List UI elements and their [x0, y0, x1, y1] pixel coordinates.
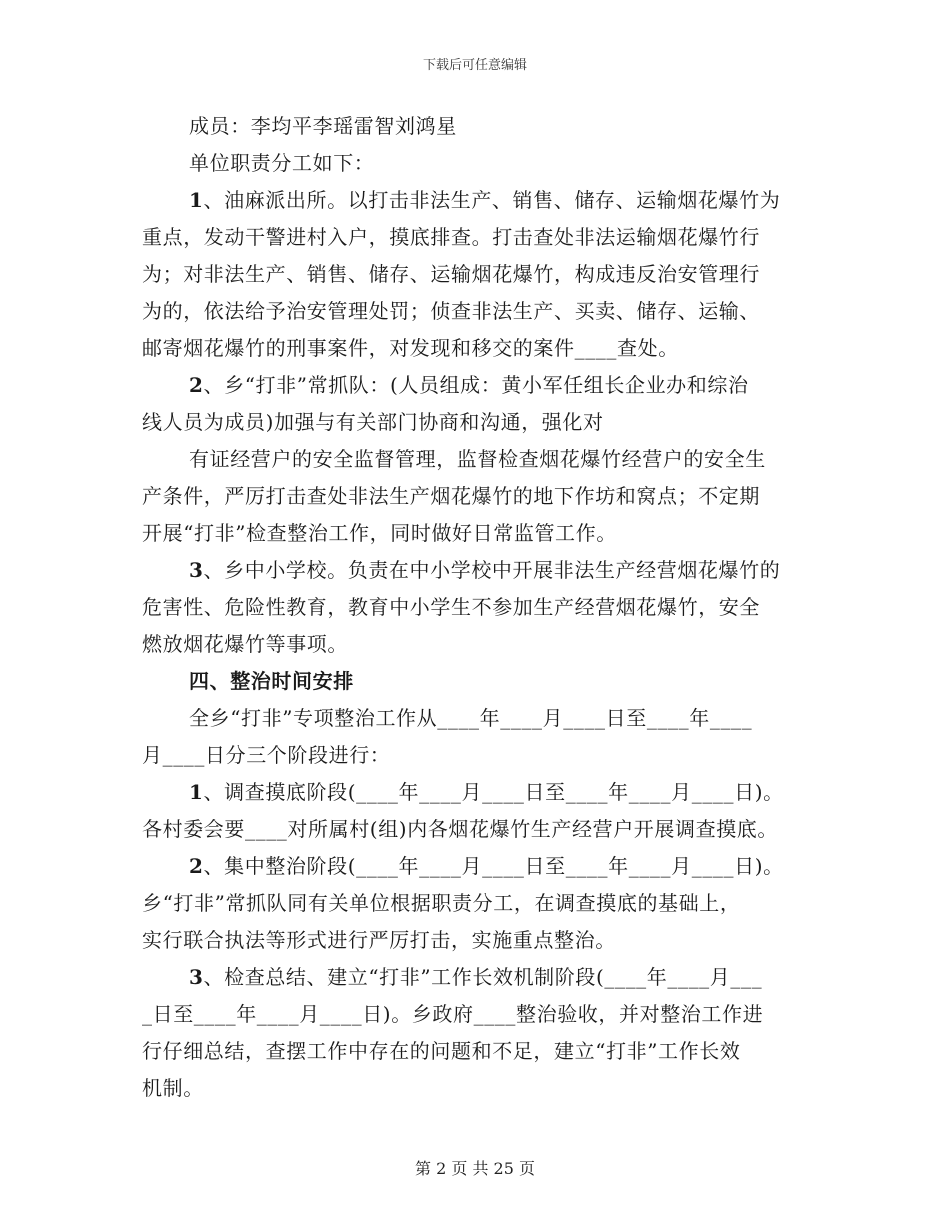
paragraph-line: 开展“打非”检查整治工作，同时做好日常监管工作。	[142, 521, 617, 545]
section-heading: 四、整治时间安排	[189, 669, 354, 693]
item-number: 2	[189, 373, 204, 397]
paragraph-line: 产条件，严厉打击查处非法生产烟花爆竹的地下作坊和窝点；不定期	[142, 484, 760, 508]
paragraph-line: 线人员为成员)加强与有关部门协商和沟通，强化对	[142, 410, 604, 434]
paragraph-line: 乡“打非”常抓队同有关单位根据职责分工，在调查摸底的基础上，	[142, 891, 741, 915]
page-footer: 第 2 页 共 25 页	[415, 1159, 535, 1178]
item-number: 3	[189, 965, 204, 989]
item-text: 、油麻派出所。以打击非法生产、销售、储存、运输烟花爆竹为	[203, 188, 781, 212]
phase-2-line	[142, 848, 808, 885]
paragraph-line: 危害性、危险性教育，教育中小学生不参加生产经营烟花爆竹，安全	[142, 595, 760, 619]
document-body	[142, 108, 808, 1107]
duty-item-2-line	[142, 367, 808, 404]
duty-intro-line: 单位职责分工如下：	[189, 151, 375, 175]
page-header: 下载后可任意编辑	[422, 58, 527, 73]
item-number: 2	[189, 854, 204, 878]
paragraph-line: 重点，发动干警进村入户，摸底排查。打击查处非法运输烟花爆竹行	[142, 225, 760, 249]
paragraph-line: 邮寄烟花爆竹的刑事案件，对发现和移交的案件____查处。	[142, 336, 679, 360]
item-text: 、集中整治阶段(____年____月____日至____年____月____日)。	[203, 854, 784, 878]
paragraph-line: 行仔细总结，查摆工作中存在的问题和不足，建立“打非”工作长效	[142, 1039, 741, 1063]
paragraph-line: 月____日分三个阶段进行：	[142, 743, 391, 767]
paragraph-line: 有证经营户的安全监督管理，监督检查烟花爆竹经营户的安全生	[189, 447, 766, 471]
paragraph-line: _日至____年____月____日)。乡政府____整治验收，并对整治工作进	[142, 1002, 764, 1026]
paragraph-line: 实行联合执法等形式进行严厉打击，实施重点整治。	[142, 928, 616, 952]
paragraph-line: 机制。	[142, 1076, 204, 1100]
item-number: 1	[189, 780, 204, 804]
paragraph-line: 燃放烟花爆竹等事项。	[142, 632, 348, 656]
item-text: 、检查总结、建立“打非”工作长效机制阶段(____年____月___	[203, 965, 763, 989]
schedule-intro-line: 全乡“打非”专项整治工作从____年____月____日至____年____	[189, 706, 753, 730]
phase-1-line	[142, 774, 808, 811]
paragraph-line: 各村委会要____对所属村(组)内各烟花爆竹生产经营户开展调查摸底。	[142, 817, 779, 841]
paragraph-line: 为的，依法给予治安管理处罚；侦查非法生产、买卖、储存、运输、	[142, 299, 760, 323]
phase-3-line	[142, 959, 808, 996]
members-line: 成员：李均平李瑶雷智刘鸿星	[189, 114, 457, 138]
duty-item-1-line	[142, 182, 808, 219]
paragraph-line: 为；对非法生产、销售、储存、运输烟花爆竹，构成违反治安管理行	[142, 262, 760, 286]
item-text: 、乡中小学校。负责在中小学校中开展非法生产经营烟花爆竹的	[203, 558, 781, 582]
item-number: 1	[189, 188, 204, 212]
duty-item-3-line	[142, 552, 808, 589]
item-number: 3	[189, 558, 204, 582]
item-text: 、调查摸底阶段(____年____月____日至____年____月____日)。	[203, 780, 784, 804]
item-text: 、乡“打非”常抓队：(人员组成：黄小军任组长企业办和综治	[203, 373, 749, 397]
